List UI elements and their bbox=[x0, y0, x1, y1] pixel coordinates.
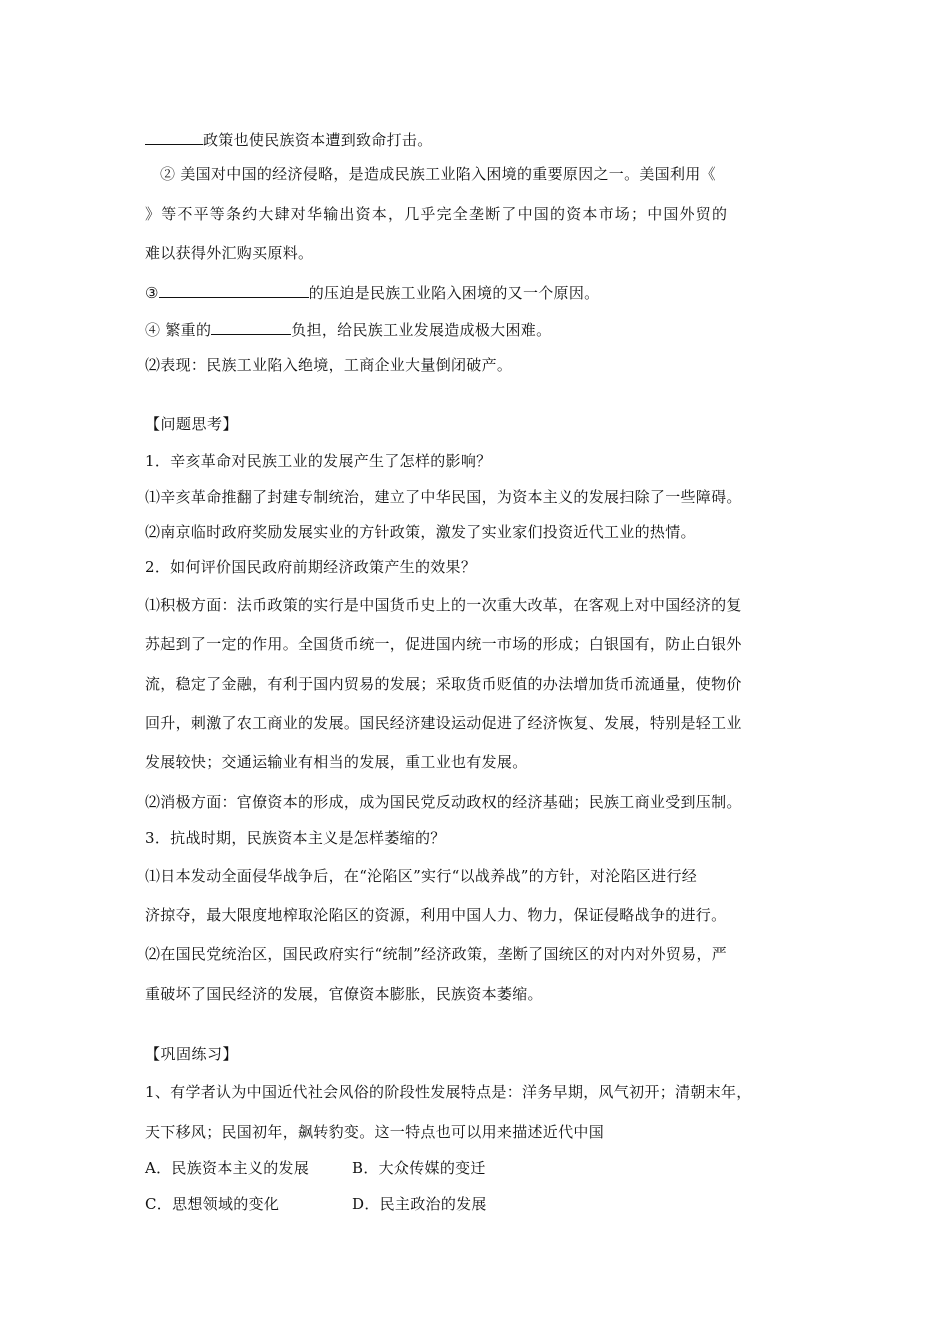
text-line: ⑵表现：民族工业陷入绝境，工商企业大量倒闭破产。 bbox=[145, 356, 513, 374]
answer-text: ⑵在国民党统治区，国民政府实行“统制”经济政策，垄断了国统区的对内对外贸易，严 bbox=[145, 945, 728, 963]
exercise-text: 天下移风；民国初年，飙转豹变。这一特点也可以用来描述近代中国 bbox=[145, 1123, 605, 1141]
exercise-text: 1、有学者认为中国近代社会风俗的阶段性发展特点是：洋务早期，风气初开；清朝末年， bbox=[145, 1083, 752, 1101]
answer-text: 流，稳定了金融，有利于国内贸易的发展；采取货币贬值的办法增加货币流通量，使物价 bbox=[145, 675, 742, 693]
line-text: 负担，给民族工业发展造成极大困难。 bbox=[291, 321, 552, 339]
option-b[interactable]: B．大众传媒的变迁 bbox=[352, 1159, 486, 1177]
text-line: 难以获得外汇购买原料。 bbox=[145, 244, 314, 262]
option-c[interactable]: C．思想领域的变化 bbox=[145, 1195, 280, 1213]
text-line: ② 美国对中国的经济侵略，是造成民族工业陷入困境的重要原因之一。美国利用《 bbox=[160, 165, 716, 183]
text-line bbox=[145, 318, 551, 340]
line-text: 的压迫是民族工业陷入困境的又一个原因。 bbox=[308, 284, 600, 302]
answer-text: 回升，刺激了农工商业的发展。国民经济建设运动促进了经济恢复、发展，特别是轻工业 bbox=[145, 714, 742, 732]
answer-text: 苏起到了一定的作用。全国货币统一，促进国内统一市场的形成；白银国有，防止白银外 bbox=[145, 635, 742, 653]
line-text: ③ bbox=[145, 284, 159, 302]
line-text: ④ 繁重的 bbox=[145, 321, 212, 339]
answer-text: ⑴积极方面：法币政策的实行是中国货币史上的一次重大改革，在客观上对中国经济的复 bbox=[145, 596, 742, 614]
section-heading: 【巩固练习】 bbox=[145, 1045, 239, 1063]
question-text: 2．如何评价国民政府前期经济政策产生的效果？ bbox=[145, 558, 477, 576]
fill-blank[interactable] bbox=[211, 318, 291, 335]
line-text: 政策也使民族资本遭到致命打击。 bbox=[203, 131, 433, 149]
answer-text: ⑴辛亥革命推翻了封建专制统治，建立了中华民国，为资本主义的发展扫除了一些障碍。 bbox=[145, 488, 742, 506]
question-text: 3．抗战时期，民族资本主义是怎样萎缩的？ bbox=[145, 829, 446, 847]
answer-text: ⑵南京临时政府奖励发展实业的方针政策，激发了实业家们投资近代工业的热情。 bbox=[145, 523, 696, 541]
text-line: 》等不平等条约大肆对华输出资本，几乎完全垄断了中国的资本市场；中国外贸的 bbox=[145, 205, 729, 223]
fill-blank[interactable] bbox=[145, 128, 203, 145]
answer-text: ⑵消极方面：官僚资本的形成，成为国民党反动政权的经济基础；民族工商业受到压制。 bbox=[145, 793, 742, 811]
option-a[interactable]: A．民族资本主义的发展 bbox=[145, 1159, 310, 1177]
answer-text: 重破坏了国民经济的发展，官僚资本膨胀，民族资本萎缩。 bbox=[145, 985, 543, 1003]
option-d[interactable]: D．民主政治的发展 bbox=[352, 1195, 487, 1213]
answer-text: 发展较快；交通运输业有相当的发展，重工业也有发展。 bbox=[145, 753, 528, 771]
section-heading: 【问题思考】 bbox=[145, 415, 239, 433]
answer-text: 济掠夺，最大限度地榨取沦陷区的资源，利用中国人力、物力，保证侵略战争的进行。 bbox=[145, 906, 727, 924]
fill-blank[interactable] bbox=[159, 281, 309, 298]
answer-text: ⑴日本发动全面侵华战争后，在“沦陷区”实行“以战养战”的方针，对沦陷区进行经 bbox=[145, 867, 698, 885]
text-line bbox=[145, 128, 433, 150]
question-text: 1．辛亥革命对民族工业的发展产生了怎样的影响？ bbox=[145, 452, 492, 470]
text-line bbox=[145, 281, 599, 303]
